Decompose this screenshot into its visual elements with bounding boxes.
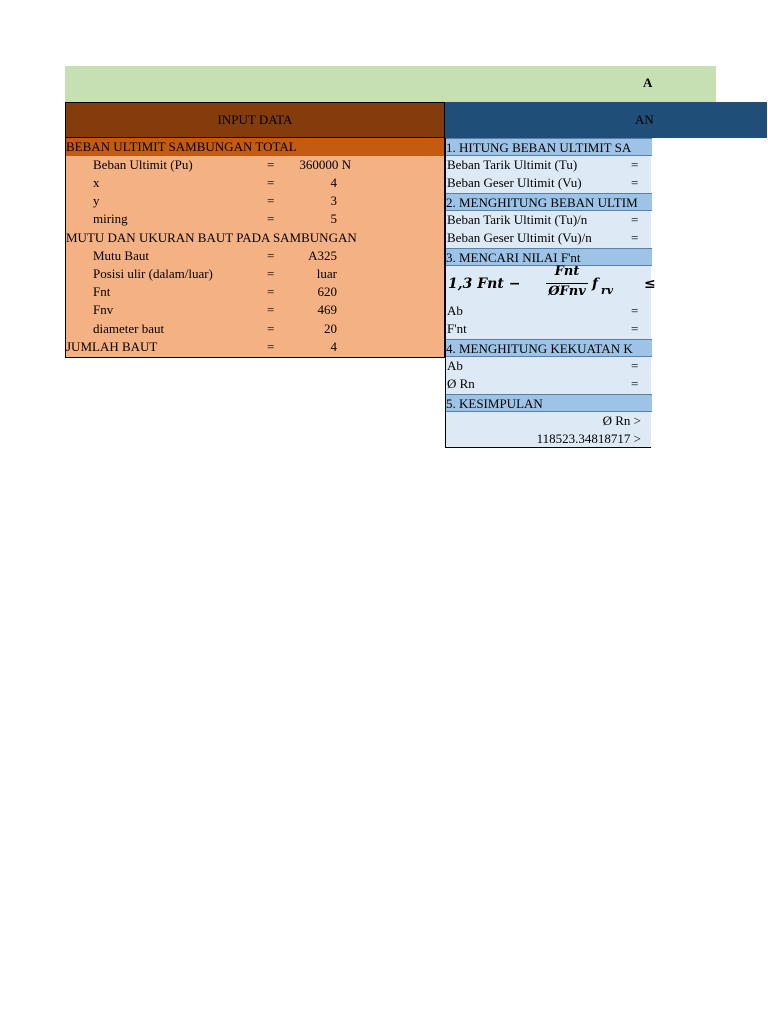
analysis-panel: [445, 138, 656, 448]
row-label: Fnv: [93, 302, 114, 317]
row-equals: =: [631, 321, 639, 336]
row-value: 5: [330, 211, 337, 226]
row-value: luar: [316, 266, 337, 281]
sheet-title: A: [643, 75, 653, 90]
row-label: y: [93, 193, 100, 208]
row-label: Mutu Baut: [93, 248, 149, 263]
row-value: 469: [317, 302, 337, 317]
formula-part: f: [592, 276, 599, 292]
row-label: Ab: [447, 303, 463, 318]
row-label: Ab: [447, 358, 463, 373]
conclusion-value: 118523.34818717 >: [536, 431, 641, 446]
row-value: A325: [308, 248, 337, 263]
row-value: 360000 N: [299, 157, 351, 172]
input-data-header: [65, 102, 445, 138]
row-equals: =: [267, 248, 275, 263]
row-equals: =: [267, 193, 275, 208]
analysis-header-label: AN: [635, 112, 654, 127]
row-label: Beban Ultimit (Pu): [93, 157, 193, 172]
row-equals: =: [631, 157, 639, 172]
row-value: 20: [324, 321, 337, 336]
section-title: 3. MENCARI NILAI F'nt: [446, 250, 581, 265]
section-title: 1. HITUNG BEBAN ULTIMIT SA: [446, 140, 632, 155]
row-equals: =: [631, 358, 639, 373]
row-value: 4: [330, 175, 337, 190]
row-label: Ø Rn: [447, 376, 475, 391]
row-label: Fnt: [93, 284, 111, 299]
section-2: [446, 193, 652, 211]
section-title: BEBAN ULTIMIT SAMBUNGAN TOTAL: [66, 139, 297, 154]
formula-numerator: Fnt: [554, 264, 580, 279]
conclusion-text: Ø Rn >: [602, 413, 641, 428]
row-equals: =: [631, 303, 639, 318]
conclusion-row-2: [446, 430, 641, 448]
row-value: 3: [330, 193, 337, 208]
row-equals: =: [267, 211, 275, 226]
row-value: 620: [317, 284, 337, 299]
input-data-panel: [65, 138, 445, 358]
formula-subscript: rv: [601, 284, 614, 297]
row-label: diameter baut: [93, 321, 165, 336]
section-title: 5. KESIMPULAN: [446, 396, 543, 411]
row-label: F'nt: [447, 321, 467, 336]
section-4: [446, 339, 652, 357]
row-label: Beban Geser Ultimit (Vu): [447, 175, 582, 190]
section-title: 4. MENGHITUNG KEKUATAN K: [446, 341, 633, 356]
row-label: x: [93, 175, 100, 190]
row-equals: =: [631, 175, 639, 190]
row-label: Beban Tarik Ultimit (Tu): [447, 157, 578, 172]
section-beban-ultimit: [66, 138, 444, 156]
row-equals: =: [267, 321, 275, 336]
title-bar: [65, 66, 716, 102]
formula-part: ≤: [644, 276, 656, 292]
row-equals: =: [631, 212, 639, 227]
section-title: 2. MENGHITUNG BEBAN ULTIM: [446, 195, 638, 210]
row-equals: =: [267, 339, 275, 354]
row-equals: =: [631, 376, 639, 391]
section-1: [446, 138, 652, 156]
row-label: Posisi ulir (dalam/luar): [93, 266, 213, 281]
row-label: Beban Geser Ultimit (Vu)/n: [447, 230, 592, 245]
formula-part: 1,3 Fnt −: [448, 276, 521, 292]
row-value: 4: [330, 339, 337, 354]
section-5: [446, 394, 652, 412]
fnt-formula: [448, 264, 656, 302]
row-equals: =: [267, 175, 275, 190]
row-equals: =: [267, 157, 275, 172]
row-label: JUMLAH BAUT: [66, 339, 158, 354]
row-equals: =: [631, 230, 639, 245]
row-equals: =: [267, 266, 275, 281]
row-equals: =: [267, 302, 275, 317]
row-label: miring: [93, 211, 128, 226]
input-data-header-label: INPUT DATA: [217, 112, 293, 127]
formula-denominator: ØFnv: [548, 284, 586, 299]
conclusion-row-1: [446, 412, 641, 430]
row-equals: =: [267, 284, 275, 299]
row-label: Beban Tarik Ultimit (Tu)/n: [447, 212, 588, 227]
section-title: MUTU DAN UKURAN BAUT PADA SAMBUNGAN: [66, 230, 357, 245]
analysis-header: [445, 102, 767, 138]
